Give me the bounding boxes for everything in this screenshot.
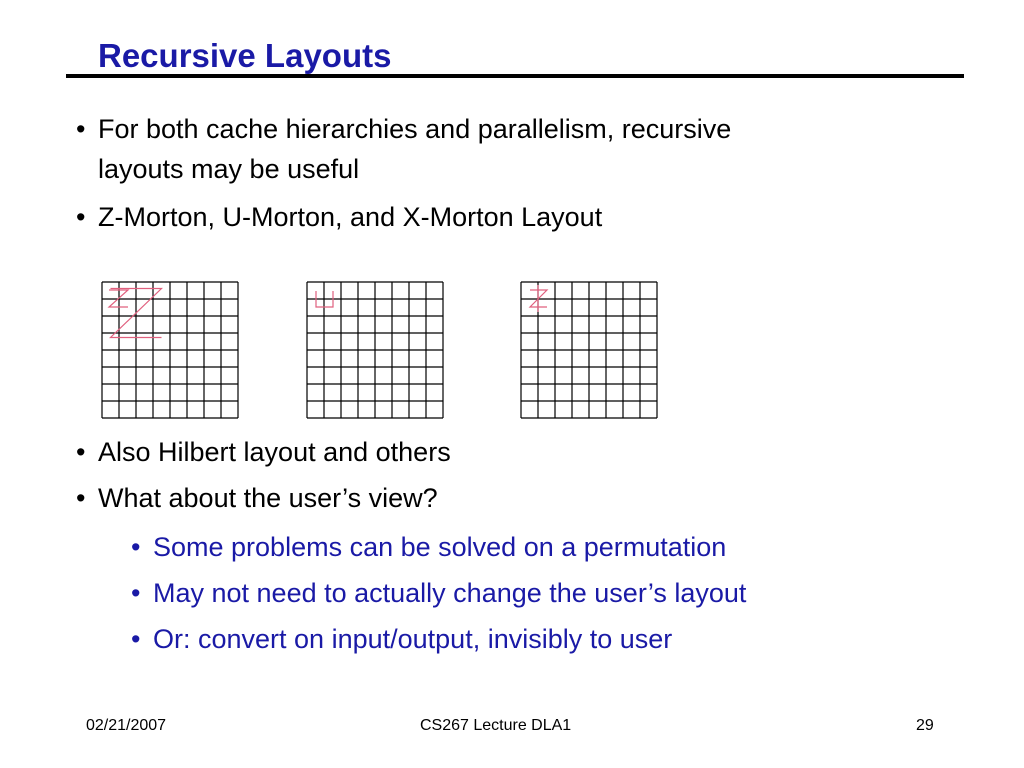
sub-bullet-2-text: May not need to actually change the user’s layout — [153, 578, 747, 608]
footer-course: CS267 Lecture DLA1 — [420, 717, 572, 734]
sub-bullet-glyph: • — [131, 532, 141, 562]
sub-bullet-3 — [131, 621, 673, 657]
bullet-glyph: • — [76, 202, 86, 232]
x-morton-grid — [521, 282, 657, 418]
bullet-glyph: • — [76, 437, 86, 467]
slide-title: Recursive Layouts — [98, 37, 392, 74]
bullet-glyph: • — [76, 483, 86, 513]
sub-bullet-glyph: • — [131, 624, 141, 654]
sub-bullet-glyph: • — [131, 578, 141, 608]
bullet-1-line-2: layouts may be useful — [98, 154, 360, 184]
bullet-glyph: • — [76, 114, 86, 144]
bullet-3-text: Also Hilbert layout and others — [98, 437, 451, 467]
z-morton-grid — [102, 282, 238, 418]
sub-bullet-1-text: Some problems can be solved on a permutation — [153, 532, 727, 562]
bullet-1-line-1: For both cache hierarchies and parallelism, recursive — [98, 114, 732, 144]
bullet-4-text: What about the user’s view? — [98, 483, 438, 513]
bullet-3 — [76, 434, 451, 470]
sub-bullet-3-text: Or: convert on input/output, invisibly to user — [153, 624, 673, 654]
sub-bullet-2 — [131, 575, 747, 611]
u-morton-grid — [307, 282, 443, 418]
footer-page-number: 29 — [916, 717, 934, 734]
bullet-4 — [76, 480, 438, 516]
footer-date: 02/21/2007 — [86, 717, 167, 734]
sub-bullet-1 — [131, 529, 727, 565]
bullet-2-text: Z-Morton, U-Morton, and X-Morton Layout — [98, 202, 603, 232]
